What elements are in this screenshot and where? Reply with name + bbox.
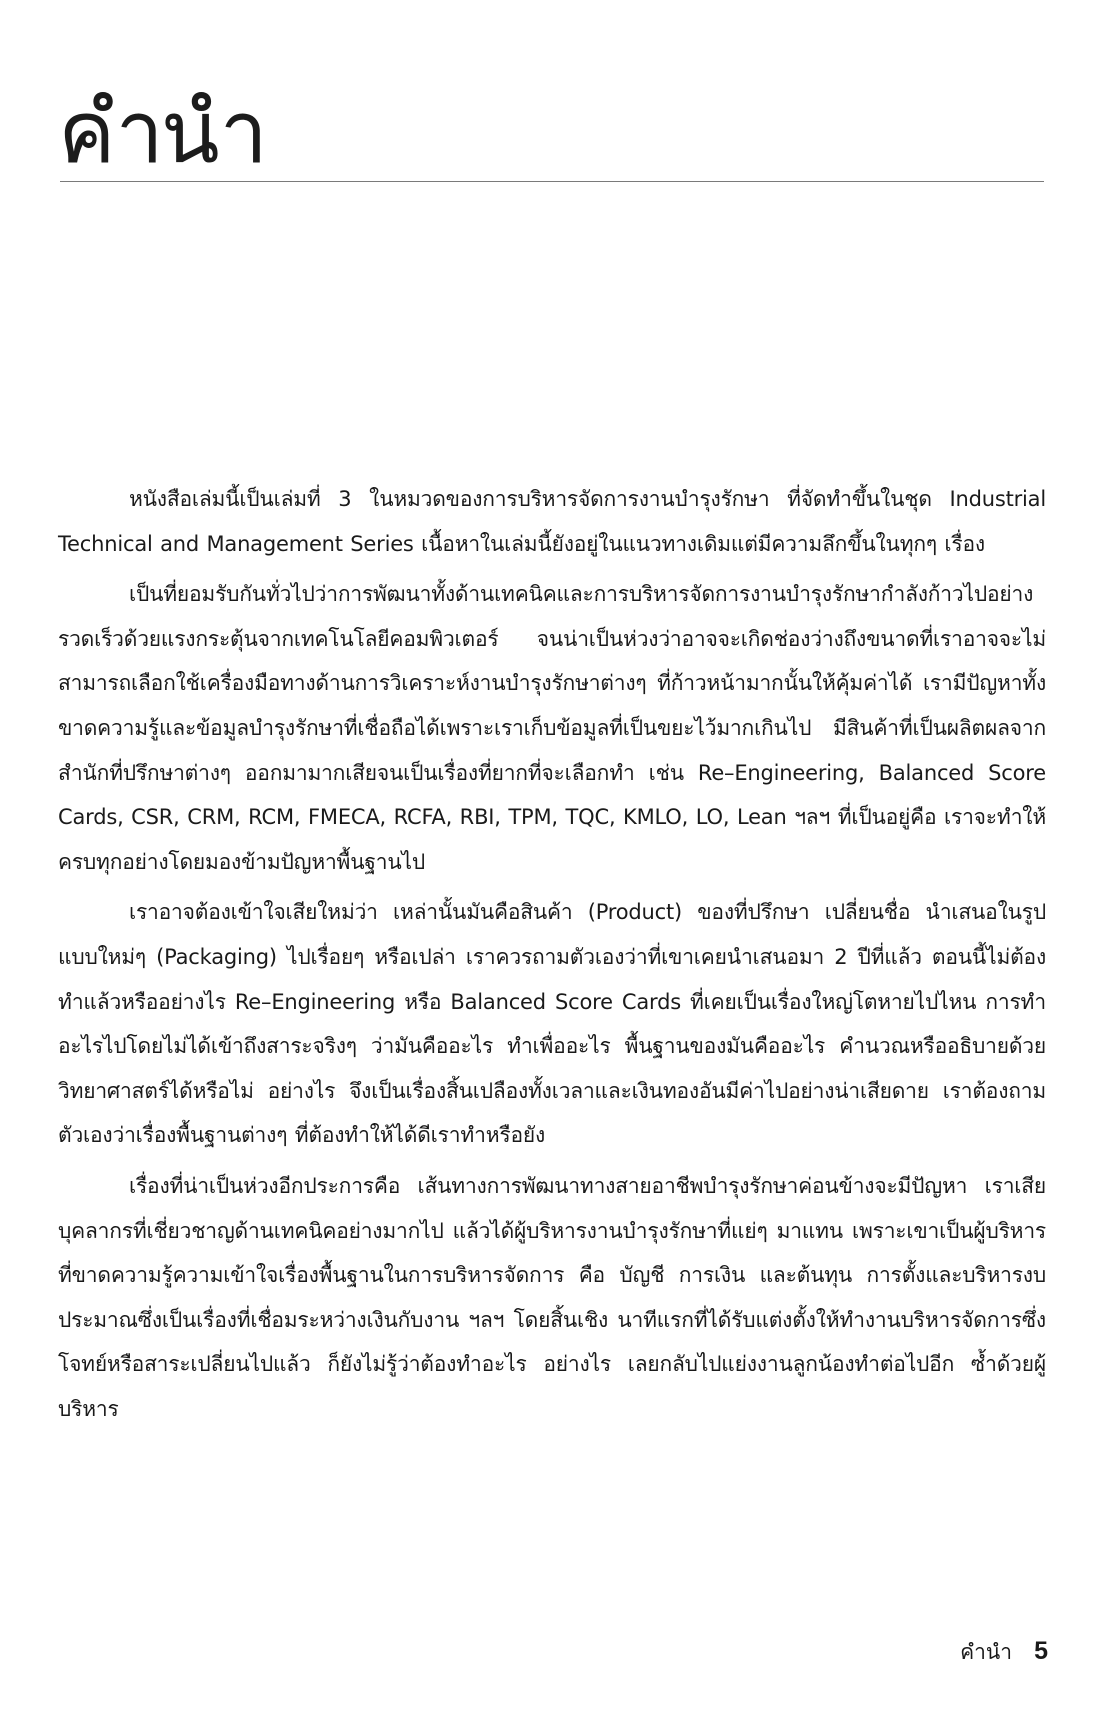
running-footer-label: คำนำ (960, 1640, 1013, 1664)
paragraph-1: หนังสือเล่มนี้เป็นเล่มที่ 3 ในหมวดของการบริหารจัดการงานบำรุงรักษา ที่จัดทำขึ้นในชุด Industrial Technical and Management Series เนื้อหาในเล่มนี้ยังอยู่ในแนวทางเดิมแต่มีความลึกขึ้นในทุกๆ เรื่อง (58, 487, 1046, 556)
paragraph-2: เป็นที่ยอมรับกันทั่วไปว่าการพัฒนาทั้งด้านเทคนิคและการบริหารจัดการงานบำรุงรักษากำลังก้าวไปอย่างรวดเร็วด้วยแรงกระตุ้นจากเทคโนโลยีคอมพิวเตอร์ จนน่าเป็นห่วงว่าอาจจะเกิดช่องว่างถึงขนาดที่เราอาจจะไม่สามารถเลือกใช้เครื่องมือทางด้านการวิเคราะห์งานบำรุงรักษาต่างๆ ที่ก้าวหน้ามากนั้นให้คุ้มค่าได้ เรามีปัญหาทั้งขาดความรู้และข้อมูลบำรุงรักษาที่เชื่อถือได้เพราะเราเก็บข้อมูลที่เป็นขยะไว้มากเกินไป มีสินค้าที่เป็นผลิตผลจากสำนักที่ปรึกษาต่างๆ ออกมามากเสียจนเป็นเรื่องที่ยากที่จะเลือกทำ เช่น Re–Engineering, Balanced Score Cards, CSR, CRM, RCM, FMECA, RCFA, RBI, TPM, TQC, KMLO, LO, Lean ฯลฯ ที่เป็นอยู่คือ เราจะทำให้ครบทุกอย่างโดยมองข้ามปัญหาพื้นฐานไป (58, 582, 1046, 874)
paragraph-3: เราอาจต้องเข้าใจเสียใหม่ว่า เหล่านั้นมันคือสินค้า (Product) ของที่ปรึกษา เปลี่ยนชื่อ นำเสนอในรูปแบบใหม่ๆ (Packaging) ไปเรื่อยๆ หรือเปล่า เราควรถามตัวเองว่าที่เขาเคยนำเสนอมา 2 ปีที่แล้ว ตอนนี้ไม่ต้องทำแล้วหรืออย่างไร Re–Engineering หรือ Balanced Score Cards ที่เคยเป็นเรื่องใหญ่โตหายไปไหน การทำอะไรไปโดยไม่ได้เข้าถึงสาระจริงๆ ว่ามันคืออะไร ทำเพื่ออะไร พื้นฐานของมันคืออะไร คำนวณหรืออธิบายด้วยวิทยาศาสตร์ได้หรือไม่ อย่างไร จึงเป็นเรื่องสิ้นเปลืองทั้งเวลาและเงินทองอันมีค่าไปอย่างน่าเสียดาย เราต้องถามตัวเองว่าเรื่องพื้นฐานต่างๆ ที่ต้องทำให้ได้ดีเราทำหรือยัง (58, 900, 1046, 1148)
page-number: 5 (1034, 1637, 1048, 1665)
page-title: คำนำ (58, 83, 265, 183)
title-divider (60, 181, 1044, 182)
paragraph-4: เรื่องที่น่าเป็นห่วงอีกประการคือ เส้นทางการพัฒนาทางสายอาชีพบำรุงรักษาค่อนข้างจะมีปัญหา เราเสียบุคลากรที่เชี่ยวชาญด้านเทคนิคอย่างมากไป แล้วได้ผู้บริหารงานบำรุงรักษาที่แย่ๆ มาแทน เพราะเขาเป็นผู้บริหารที่ขาดความรู้ความเข้าใจเรื่องพื้นฐานในการบริหารจัดการ คือ บัญชี การเงิน และต้นทุน การตั้งและบริหารงบประมาณซึ่งเป็นเรื่องที่เชื่อมระหว่างเงินกับงาน ฯลฯ โดยสิ้นเชิง นาทีแรกที่ได้รับแต่งตั้งให้ทำงานบริหารจัดการซึ่งโจทย์หรือสาระเปลี่ยนไปแล้ว ก็ยังไม่รู้ว่าต้องทำอะไร อย่างไร เลยกลับไปแย่งงานลูกน้องทำต่อไปอีก ซ้ำด้วยผู้บริหาร (58, 1173, 1046, 1421)
body-text (58, 477, 1046, 1431)
page-footer (960, 1636, 1048, 1669)
